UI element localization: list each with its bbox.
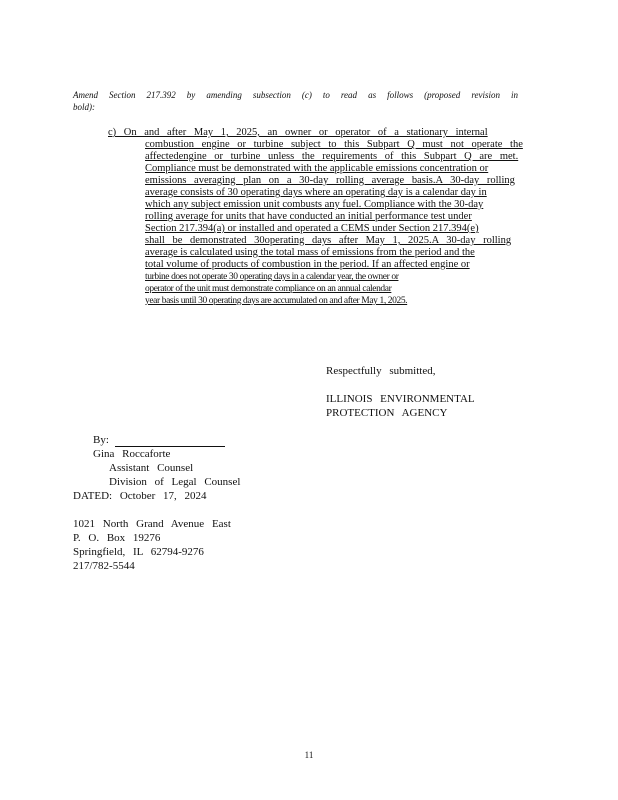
signer-division: Division of Legal Counsel (109, 476, 241, 488)
amend-line: affectedengine or turbine unless the requirements of this Subpart Q are met. (145, 151, 519, 162)
amend-line: year basis until 30 operating days are accumulated on and after May 1, 2025. (145, 296, 408, 306)
amend-line: which any subject emission unit combusts any fuel. Compliance with the 30-day (145, 199, 484, 210)
instruction-line-2: bold): (73, 102, 95, 112)
city-state-zip: Springfield, IL 62794-9276 (73, 546, 204, 558)
amendment-instruction (73, 89, 518, 113)
po-box: P. O. Box 19276 (73, 532, 161, 544)
signature-line (115, 435, 225, 447)
amend-line: turbine does not operate 30 operating days in a calendar year, the owner or (145, 272, 399, 282)
signer-name: Gina Roccaforte (93, 448, 171, 460)
amend-line: Compliance must be demonstrated with the applicable emissions concentration or (145, 163, 489, 174)
amend-line: c) On and after May 1, 2025, an owner or operator of a stationary internal (108, 127, 488, 138)
amend-line: average is calculated using the total mass of emissions from the period and the (145, 247, 475, 258)
phone: 217/782-5544 (73, 560, 135, 572)
signer-title: Assistant Counsel (109, 462, 194, 474)
signature-block (326, 364, 475, 420)
amend-line: combustion engine or turbine subject to this Subpart Q must not operate the (145, 139, 523, 150)
by-label: By: (93, 434, 109, 446)
signer-block (73, 433, 240, 503)
amend-line: Section 217.394(a) or installed and operated a CEMS under Section 217.394(e) (145, 223, 479, 234)
amend-line: average consists of 30 operating days where an operating day is a calendar day in (145, 187, 487, 198)
amend-line: total volume of products of combustion in the period. If an affected engine or (145, 259, 470, 270)
amend-line: emissions averaging plan on a 30-day rolling average basis.A 30-day rolling (145, 175, 515, 186)
page-number: 11 (304, 750, 314, 760)
closing: Respectfully submitted, (326, 365, 436, 377)
subsection-c-text (108, 127, 540, 307)
dated: DATED: October 17, 2024 (73, 490, 207, 502)
instruction-line-1: Amend Section 217.392 by amending subsection (c) to read as follows (proposed revision in (73, 90, 518, 100)
agency-name-line-1: ILLINOIS ENVIRONMENTAL (326, 393, 475, 405)
amend-line: operator of the unit must demonstrate compliance on an annual calendar (145, 284, 392, 294)
address-block (73, 517, 231, 573)
amend-line: shall be demonstrated 30operating days after May 1, 2025.A 30-day rolling (145, 235, 512, 246)
agency-name-line-2: PROTECTION AGENCY (326, 407, 448, 419)
street: 1021 North Grand Avenue East (73, 518, 231, 530)
amend-line: rolling average for units that have conducted an initial performance test under (145, 211, 472, 222)
